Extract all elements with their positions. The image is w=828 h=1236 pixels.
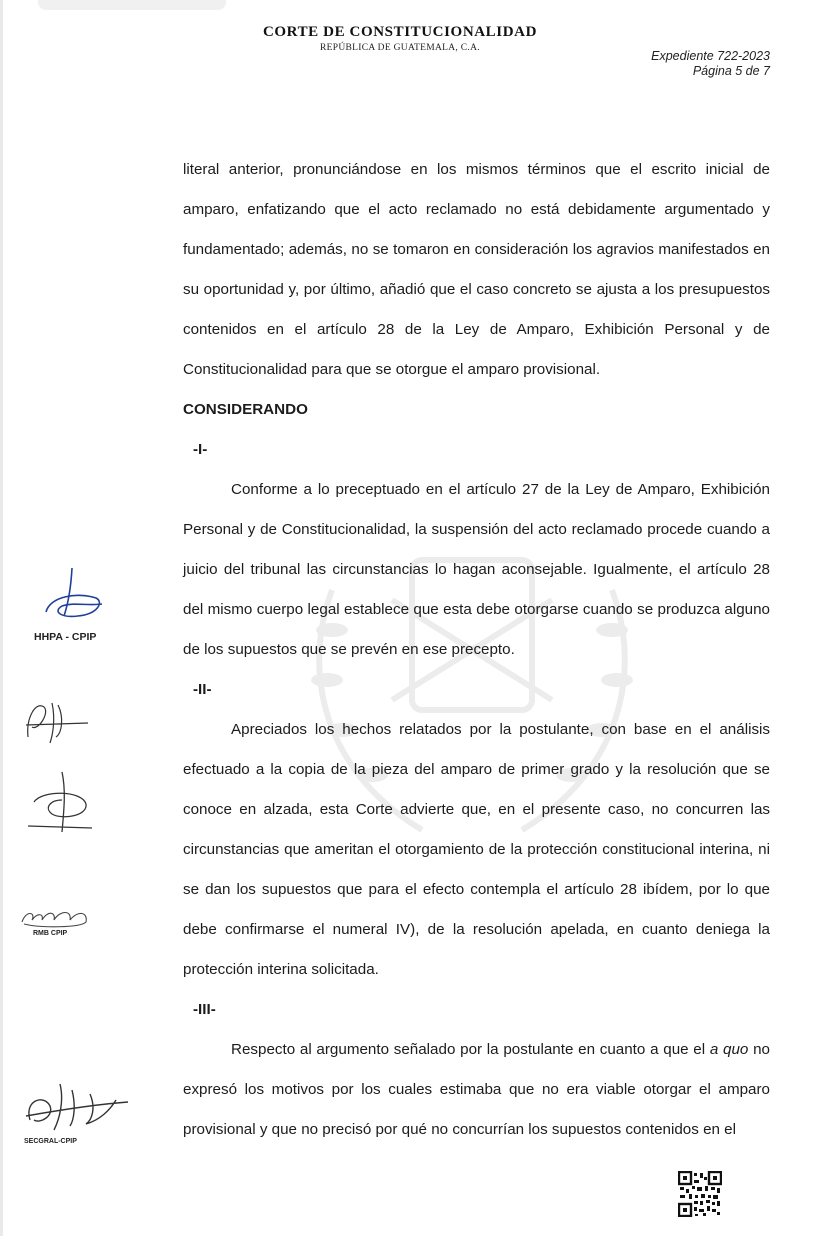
page-number: Página 5 de 7 (692, 64, 770, 78)
paragraph-text-a: Respecto al argumento señalado por la postulante en cuanto a que el (231, 1041, 710, 1058)
document-body (183, 150, 770, 1150)
section-heading-considerando: CONSIDERANDO (183, 401, 308, 418)
section-number-3: -III- (193, 1001, 216, 1018)
court-subtitle: REPÚBLICA DE GUATEMALA, C.A. (320, 43, 480, 53)
paragraph-section-3 (183, 1030, 770, 1150)
paragraph-section-2: Apreciados los hechos relatados por la postulante, con base en el análisis efectuado a la copia de la pieza del amparo de primer grado y la resolución que se conoce en alzada, esta Corte advierte que, en el presente caso, no concurren las circunstancias que ameritan el otorgamiento de la protección constitucional interina, ni se dan los supuestos que para el efecto contempla el artículo 28 ibídem, por lo que debe confirmarse el numeral IV), de la resolución apelada, en cuanto deniega la protección interina solicitada. (183, 721, 770, 978)
page-edge (0, 0, 3, 1236)
section-number-1: -I- (193, 441, 208, 458)
page-tab (38, 0, 226, 10)
paragraph-text-b: no expresó los motivos por los cuales estimaba que no era viable otorgar el amparo provisional y que no precisó por qué no concurrían los supuestos contenidos en el (183, 1041, 770, 1138)
signature-label-hhpa: HHPA - CPIP (34, 631, 97, 643)
signature-2 (22, 697, 94, 749)
qr-code-icon (678, 1171, 722, 1217)
signature-label-secgral: SECGRAL-CPIP (24, 1138, 77, 1145)
document-header (250, 24, 550, 53)
signature-hhpa (38, 566, 118, 630)
paragraph-section-1: Conforme a lo preceptuado en el artículo 27 de la Ley de Amparo, Exhibición Personal y de Constitucionalidad, la suspensión del acto reclamado procede cuando a juicio del tribunal las circunstancias lo hagan aconsejable. Igualmente, el artículo 28 del mismo cuerpo legal establece que esta debe otorgarse cuando se produzca alguno de los supuestos que se prevén en ese precepto. (183, 481, 770, 658)
signature-3 (22, 770, 98, 836)
signature-label-rmb: RMB CPIP (33, 930, 68, 937)
signature-secgral (20, 1080, 132, 1136)
court-name: CORTE DE CONSTITUCIONALIDAD (262, 24, 538, 40)
case-reference (651, 49, 770, 79)
signature-rmb (20, 906, 92, 930)
expediente-number: Expediente 722-2023 (651, 49, 770, 63)
paragraph-continuation: literal anterior, pronunciándose en los mismos términos que el escrito inicial de amparo, enfatizando que el acto reclamado no está debidamente argumentado y fundamentado; además, no se tomaron en consideración los agravios manifestados en su oportunidad y, por último, añadió que el caso concreto se ajusta a los presupuestos contenidos en el artículo 28 de la Ley de Amparo, Exhibición Personal y de Constitucionalidad para que se otorgue el amparo provisional. (183, 161, 770, 378)
latin-term-a-quo: a quo (709, 1041, 749, 1058)
section-number-2: -II- (193, 681, 212, 698)
